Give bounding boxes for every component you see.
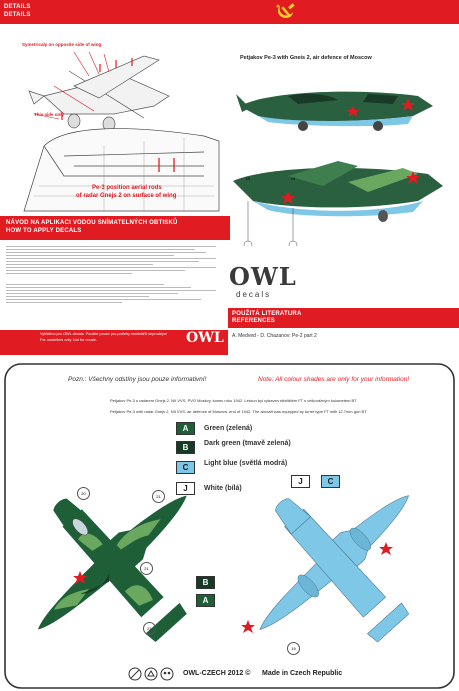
instructions-body bbox=[6, 244, 216, 305]
antenna-note-line-1: Pe-3 position aerial rods bbox=[92, 185, 162, 191]
owl-logo-sub: decals bbox=[236, 290, 272, 299]
legend-label-c: Light blue (světlá modrá) bbox=[204, 460, 288, 467]
marker-b: B bbox=[196, 576, 215, 589]
aircraft-title: Petjakov Pe-3 with Gneis 2, air defence of Moscow bbox=[240, 55, 372, 61]
description-en: Petjakov Pe-3 with radar Gnejs 2, NII VVS, air defence of Moscow, end of 1942. The aircraft was equipped by turret type FT with 12.7mm gun BT bbox=[110, 409, 367, 414]
instructions-title-en: HOW TO APPLY DECALS bbox=[6, 228, 82, 234]
footer-owl-logo: OWL bbox=[186, 330, 224, 346]
callout-21-low: 21 bbox=[143, 622, 156, 635]
marker-c: C bbox=[321, 475, 340, 488]
age-warning-icon bbox=[128, 667, 142, 681]
note-cz: Pozn.: Všechny odstíny jsou pouze informativní! bbox=[68, 376, 207, 383]
marker-j: J bbox=[291, 475, 310, 488]
callout-21-top: 21 bbox=[152, 490, 165, 503]
reference-text: A. Medved - D. Chazanov: Pe-2 part 2 bbox=[232, 333, 317, 339]
details-label: DETAILS bbox=[4, 4, 31, 10]
footer-line-1: Vytištěno pro OWL decals. Použité pouze pro potřeby modelářů neprodejné bbox=[40, 332, 167, 336]
footer-copyright: OWL-CZECH 2012 © bbox=[183, 670, 251, 677]
swatch-c: C bbox=[176, 461, 195, 474]
top-view-aircraft bbox=[14, 480, 224, 660]
description-cz: Petjakov Pe-3 s radarem Gnejs 2, NII VVS, PVO Moskvy, konec roku 1942. Letoun byl vybaven střelištěm FT s velkorážným kulometem BT bbox=[110, 398, 357, 403]
footer-line-2: For modellers only. Not for resale. bbox=[40, 338, 97, 342]
swatch-b: B bbox=[176, 441, 195, 454]
underside-view-aircraft bbox=[236, 480, 446, 660]
callout-19: 19 bbox=[287, 642, 300, 655]
callout-19-left: 19 bbox=[245, 176, 251, 181]
details-label-alt: DETAILS bbox=[4, 12, 31, 18]
legend-label-a: Green (zelená) bbox=[204, 425, 253, 432]
legend-label-b: Dark green (tmavě zelená) bbox=[204, 440, 291, 447]
aircraft-profiles bbox=[228, 66, 458, 246]
hammer-sickle-icon bbox=[275, 3, 299, 21]
swatch-j: J bbox=[176, 482, 195, 495]
header-band bbox=[0, 0, 459, 24]
swatch-a: A bbox=[176, 422, 195, 435]
callout-20: 20 bbox=[77, 487, 90, 500]
antenna-note-line-2: of radar Gnejs 2 on surface of wing bbox=[76, 193, 177, 199]
instructions-title-cz: NÁVOD NA APLIKACI VODOU SNÍMATELNÝCH OBTISKŮ bbox=[6, 220, 178, 226]
this-side-note: This side only bbox=[34, 112, 65, 117]
callout-21-mid: 21 bbox=[140, 562, 153, 575]
footer-made-in: Made in Czech Republic bbox=[262, 670, 343, 677]
owl-badge-icon bbox=[160, 667, 174, 681]
symmetry-note: Symetricaly on opposite side of wing bbox=[22, 42, 102, 47]
recycle-icon bbox=[144, 667, 158, 681]
note-en: Note: All colour shades are only for your information! bbox=[258, 376, 410, 383]
legend-label-j: White (bílá) bbox=[204, 485, 242, 492]
literature-title-cz: POUŽITÁ LITERATURA bbox=[232, 311, 302, 317]
marker-a: A bbox=[196, 594, 215, 607]
callout-19-right: 19 bbox=[290, 176, 296, 181]
literature-title-en: REFERENCES bbox=[232, 318, 276, 324]
colour-scheme-sheet bbox=[0, 362, 459, 691]
owl-logo: OWL bbox=[229, 262, 297, 291]
